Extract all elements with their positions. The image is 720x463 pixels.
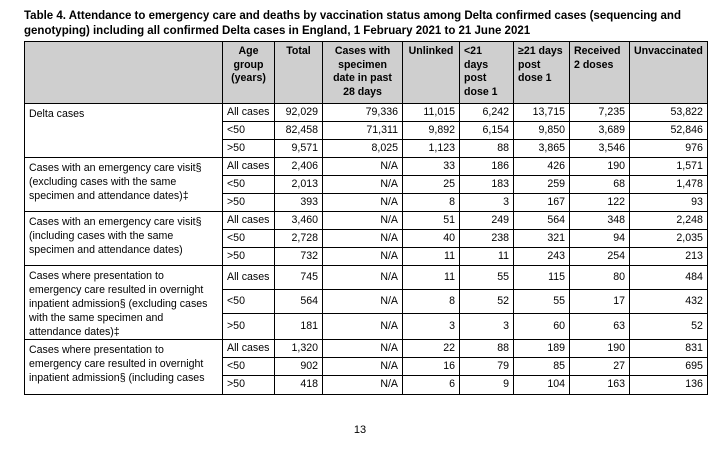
value-cell: 745: [275, 266, 323, 290]
value-cell: 426: [514, 158, 570, 176]
header-total: Total: [275, 42, 323, 104]
value-cell: 2,035: [630, 230, 708, 248]
attendance-table: [24, 41, 708, 395]
value-cell: 8: [403, 290, 460, 314]
value-cell: 82,458: [275, 122, 323, 140]
value-cell: 243: [514, 248, 570, 266]
value-cell: 79,336: [323, 104, 403, 122]
group-label: Cases where presentation to emergency care resulted in overnight inpatient admission§ (including cases: [25, 340, 223, 395]
age-group-cell: >50: [223, 248, 275, 266]
value-cell: 115: [514, 266, 570, 290]
value-cell: 2,728: [275, 230, 323, 248]
age-group-cell: All cases: [223, 212, 275, 230]
header-unlinked: Unlinked: [403, 42, 460, 104]
value-cell: 418: [275, 376, 323, 395]
header-two-doses: Received 2 doses: [570, 42, 630, 104]
value-cell: 902: [275, 358, 323, 376]
value-cell: 6,154: [460, 122, 514, 140]
page-number: 13: [353, 424, 367, 436]
age-group-cell: <50: [223, 122, 275, 140]
value-cell: 1,320: [275, 340, 323, 358]
value-cell: N/A: [323, 158, 403, 176]
value-cell: 68: [570, 176, 630, 194]
value-cell: 8: [403, 194, 460, 212]
value-cell: 831: [630, 340, 708, 358]
table-title: Table 4. Attendance to emergency care and deaths by vaccination status among Delta confirmed cases (sequencing and genotyping) including all confirmed Delta cases in England, 1 February 2021 to 21 June 2021: [24, 10, 681, 37]
table-row: [25, 158, 708, 176]
value-cell: 136: [630, 376, 708, 395]
value-cell: 1,571: [630, 158, 708, 176]
value-cell: 1,123: [403, 140, 460, 158]
header-unvaccinated: Unvaccinated: [630, 42, 708, 104]
value-cell: 80: [570, 266, 630, 290]
age-group-cell: >50: [223, 194, 275, 212]
value-cell: 3,546: [570, 140, 630, 158]
value-cell: 25: [403, 176, 460, 194]
header-age-group: Age group (years): [223, 42, 275, 104]
value-cell: 2,013: [275, 176, 323, 194]
value-cell: 167: [514, 194, 570, 212]
value-cell: 88: [460, 140, 514, 158]
value-cell: 181: [275, 314, 323, 340]
value-cell: 1,478: [630, 176, 708, 194]
age-group-cell: >50: [223, 376, 275, 395]
value-cell: 695: [630, 358, 708, 376]
value-cell: 2,248: [630, 212, 708, 230]
value-cell: 484: [630, 266, 708, 290]
value-cell: 33: [403, 158, 460, 176]
value-cell: 3: [460, 314, 514, 340]
value-cell: 9,850: [514, 122, 570, 140]
age-group-cell: <50: [223, 358, 275, 376]
value-cell: 3: [403, 314, 460, 340]
value-cell: 254: [570, 248, 630, 266]
value-cell: 8,025: [323, 140, 403, 158]
value-cell: 88: [460, 340, 514, 358]
value-cell: 213: [630, 248, 708, 266]
value-cell: 163: [570, 376, 630, 395]
value-cell: 2,406: [275, 158, 323, 176]
value-cell: 40: [403, 230, 460, 248]
value-cell: N/A: [323, 230, 403, 248]
age-group-cell: All cases: [223, 158, 275, 176]
value-cell: 13,715: [514, 104, 570, 122]
table-row: [25, 340, 708, 358]
value-cell: 71,311: [323, 122, 403, 140]
age-group-cell: <50: [223, 230, 275, 248]
value-cell: 9: [460, 376, 514, 395]
value-cell: 393: [275, 194, 323, 212]
value-cell: 7,235: [570, 104, 630, 122]
value-cell: 92,029: [275, 104, 323, 122]
value-cell: 11,015: [403, 104, 460, 122]
value-cell: 94: [570, 230, 630, 248]
value-cell: 79: [460, 358, 514, 376]
value-cell: 3,689: [570, 122, 630, 140]
value-cell: 976: [630, 140, 708, 158]
table-row: [25, 104, 708, 122]
value-cell: 53,822: [630, 104, 708, 122]
value-cell: 16: [403, 358, 460, 376]
value-cell: N/A: [323, 290, 403, 314]
age-group-cell: All cases: [223, 266, 275, 290]
value-cell: 249: [460, 212, 514, 230]
header-21-plus-days: ≥21 days post dose 1: [514, 42, 570, 104]
age-group-cell: <50: [223, 176, 275, 194]
value-cell: 6,242: [460, 104, 514, 122]
header-under-21-days: <21 days post dose 1: [460, 42, 514, 104]
value-cell: 9,571: [275, 140, 323, 158]
table-row: [25, 212, 708, 230]
group-label: Cases with an emergency care visit§ (excluding cases with the same specimen and attendance dates)‡: [25, 158, 223, 212]
value-cell: 17: [570, 290, 630, 314]
header-specimen-28-days: Cases with specimen date in past 28 days: [323, 42, 403, 104]
value-cell: 564: [275, 290, 323, 314]
value-cell: N/A: [323, 176, 403, 194]
value-cell: 11: [403, 248, 460, 266]
age-group-cell: >50: [223, 314, 275, 340]
value-cell: 9,892: [403, 122, 460, 140]
age-group-cell: All cases: [223, 340, 275, 358]
value-cell: N/A: [323, 376, 403, 395]
value-cell: N/A: [323, 340, 403, 358]
value-cell: N/A: [323, 266, 403, 290]
value-cell: 190: [570, 158, 630, 176]
value-cell: 104: [514, 376, 570, 395]
value-cell: 52: [630, 314, 708, 340]
value-cell: 55: [514, 290, 570, 314]
value-cell: 55: [460, 266, 514, 290]
value-cell: 3,865: [514, 140, 570, 158]
value-cell: 189: [514, 340, 570, 358]
value-cell: 51: [403, 212, 460, 230]
value-cell: N/A: [323, 248, 403, 266]
value-cell: 3,460: [275, 212, 323, 230]
value-cell: 52,846: [630, 122, 708, 140]
group-label: Cases with an emergency care visit§ (including cases with the same specimen and attendance dates): [25, 212, 223, 266]
value-cell: 259: [514, 176, 570, 194]
age-group-cell: >50: [223, 140, 275, 158]
group-label: Delta cases: [25, 104, 223, 158]
value-cell: 3: [460, 194, 514, 212]
age-group-cell: All cases: [223, 104, 275, 122]
value-cell: 11: [460, 248, 514, 266]
value-cell: 6: [403, 376, 460, 395]
value-cell: N/A: [323, 314, 403, 340]
value-cell: 27: [570, 358, 630, 376]
age-group-cell: <50: [223, 290, 275, 314]
value-cell: 52: [460, 290, 514, 314]
value-cell: 564: [514, 212, 570, 230]
value-cell: N/A: [323, 194, 403, 212]
value-cell: 122: [570, 194, 630, 212]
value-cell: 85: [514, 358, 570, 376]
value-cell: 732: [275, 248, 323, 266]
value-cell: 22: [403, 340, 460, 358]
table-row: [25, 266, 708, 290]
value-cell: 63: [570, 314, 630, 340]
value-cell: 186: [460, 158, 514, 176]
value-cell: 183: [460, 176, 514, 194]
table-body: [25, 104, 708, 395]
value-cell: 432: [630, 290, 708, 314]
value-cell: 60: [514, 314, 570, 340]
value-cell: 348: [570, 212, 630, 230]
value-cell: 190: [570, 340, 630, 358]
value-cell: 238: [460, 230, 514, 248]
value-cell: 93: [630, 194, 708, 212]
value-cell: N/A: [323, 212, 403, 230]
value-cell: N/A: [323, 358, 403, 376]
value-cell: 11: [403, 266, 460, 290]
group-label: Cases where presentation to emergency care resulted in overnight inpatient admission§ (excluding cases with the same specimen and attendance dates)‡: [25, 266, 223, 340]
header-blank: [25, 42, 223, 104]
value-cell: 321: [514, 230, 570, 248]
